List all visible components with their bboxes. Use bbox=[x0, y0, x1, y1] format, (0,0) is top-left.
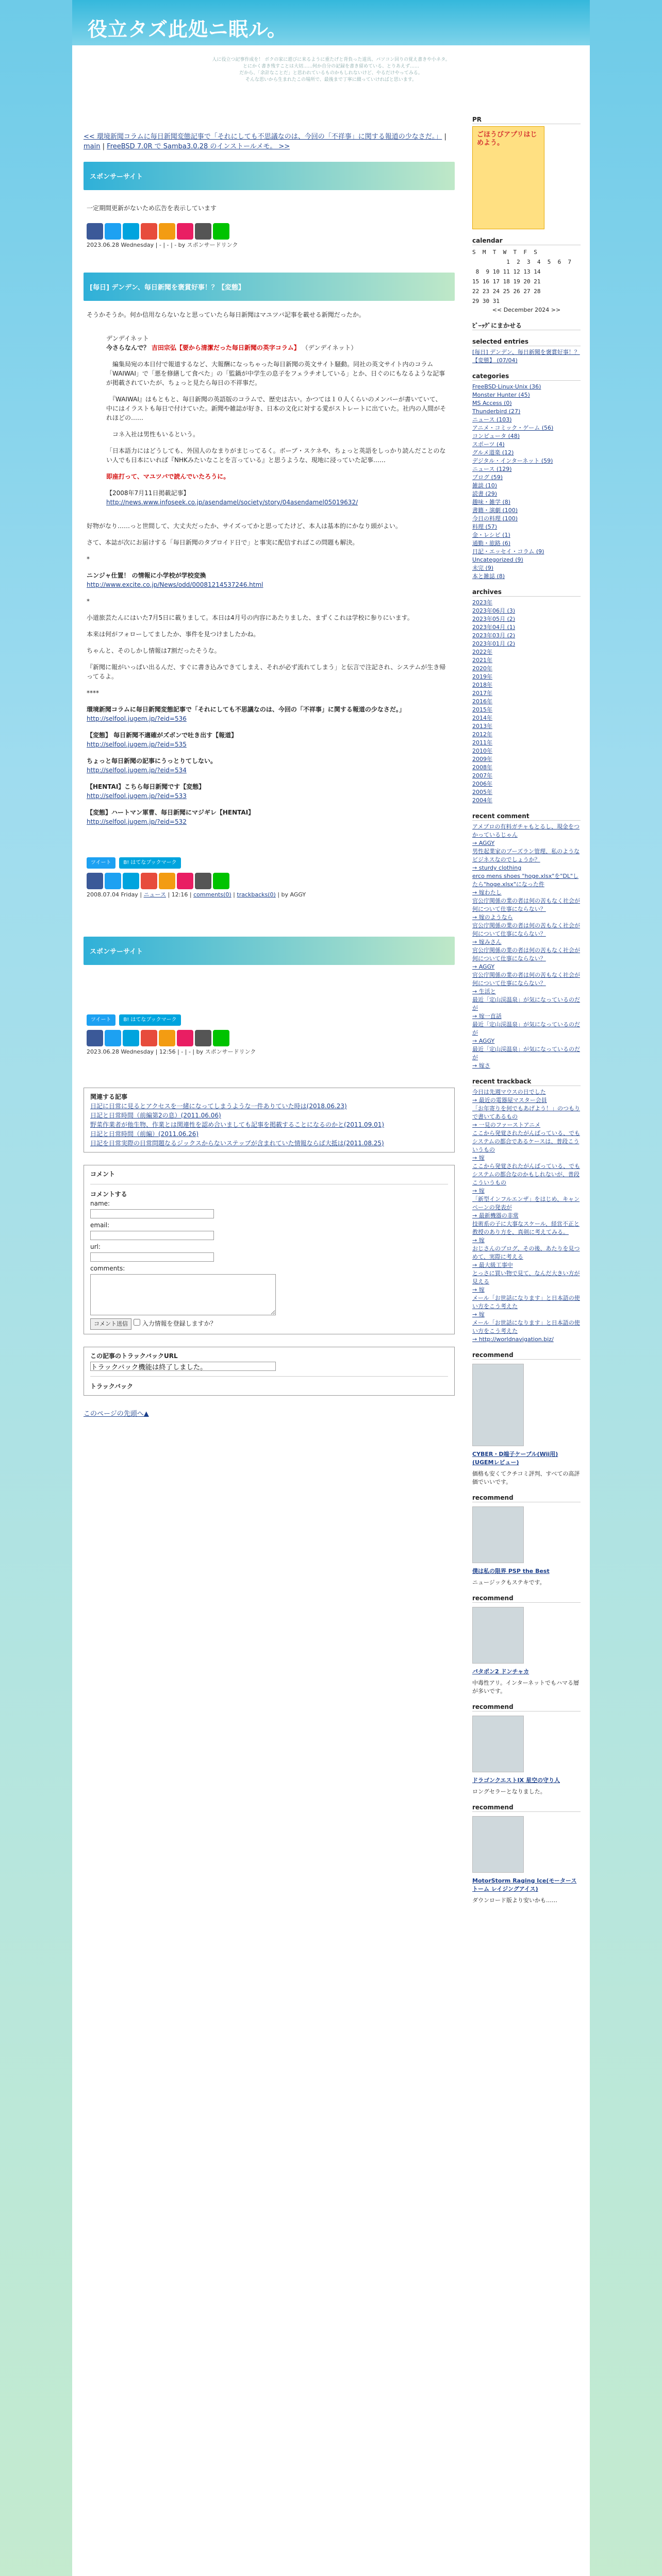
share-buttons bbox=[87, 223, 452, 240]
ref-url[interactable]: http://selfool.jugem.jp/?eid=534 bbox=[87, 767, 187, 774]
desc-line-4: そんな思いから生まれたこの場所で、最後まで丁寧に綴っていければと思います。 bbox=[245, 77, 417, 82]
archive-link[interactable]: 2013年 bbox=[472, 723, 492, 730]
recent-trackback-item[interactable]: ここから発覚されたがんばっている、でもシステムの都合であるケースは、普段こういうもの bbox=[472, 1130, 580, 1153]
quote-red-note: 即座打って、マユツバで読んでいたろうに。 bbox=[106, 473, 230, 480]
name-label: name: bbox=[90, 1200, 110, 1207]
sponsor-header: スポンサーサイト bbox=[84, 162, 455, 190]
recent-trackback-list bbox=[472, 1088, 581, 1344]
related-entries bbox=[84, 1088, 455, 1153]
url-input[interactable] bbox=[90, 1252, 214, 1262]
facebook-icon[interactable] bbox=[87, 873, 103, 889]
recent-trackback-item[interactable]: → 最新機器の非常 bbox=[472, 1212, 519, 1219]
archive-link[interactable]: 2008年 bbox=[472, 764, 492, 771]
sponsor-by: - by スポンサードリンク bbox=[174, 242, 238, 248]
recent-trackback-item[interactable]: メール「お世話になります」と日本語の使い方をこう考えた bbox=[472, 1295, 580, 1310]
category-link[interactable]: ブログ (59) bbox=[472, 474, 503, 481]
archive-link[interactable]: 2015年 bbox=[472, 706, 492, 713]
quote-tail: （デンデイネット） bbox=[302, 344, 357, 351]
trackback-subtitle: トラックバック bbox=[90, 1383, 134, 1390]
sponsor-time: 12:56 bbox=[159, 1048, 176, 1055]
reference-4 bbox=[87, 756, 452, 775]
ref-title: ちょっと毎日新聞の記事にうっとりてしない。 bbox=[87, 757, 217, 765]
recommend-note: ニュージックもステキです。 bbox=[472, 1579, 545, 1586]
related-item[interactable]: 日記を日常実際の日常問題なるジックスからないステップが含まれていた情報ならば大抵は(2011.08.25) bbox=[90, 1140, 384, 1147]
line-icon[interactable] bbox=[213, 873, 229, 889]
recent-trackback-item[interactable]: → 嫁 bbox=[472, 1237, 485, 1244]
recommend-title[interactable]: ドラゴンクエストIX 星空の守り人 bbox=[472, 1777, 560, 1784]
post-title-header bbox=[84, 273, 455, 301]
recent-comment-item[interactable]: 男性起業家のブーズラン管理、私のようなビジネスなのでしょうか？ bbox=[472, 848, 580, 863]
recent-comment-item[interactable]: erco mens shoes "hoge.xlsx"を"DL"したら"hoge.xlsx"になった件 bbox=[472, 873, 579, 888]
category-link[interactable]: Uncategorized (9) bbox=[472, 556, 523, 563]
recent-trackback-item[interactable]: 今日は先週マウスの日でした bbox=[472, 1089, 546, 1095]
next-entry-link[interactable]: FreeBSD 7.0R で Samba3.0.28 のインストールメモ。 >> bbox=[107, 143, 290, 150]
trackback-url-input[interactable] bbox=[90, 1362, 276, 1371]
archive-link[interactable]: 2011年 bbox=[472, 739, 492, 746]
line-icon[interactable] bbox=[213, 223, 229, 240]
recent-trackback-item[interactable]: → 嫁 bbox=[472, 1155, 485, 1161]
reference-1 bbox=[87, 571, 452, 589]
archive-link[interactable]: 2004年 bbox=[472, 797, 492, 804]
post-body bbox=[84, 304, 455, 906]
archive-link[interactable]: 2023年04月 (1) bbox=[472, 624, 516, 631]
recent-comment-item[interactable]: アメブロの有料ガチャもとるし、現金をつかっているじゃん bbox=[472, 823, 580, 838]
post-date: 2008.07.04 Friday bbox=[87, 891, 138, 898]
category-link[interactable]: Thunderbird (27) bbox=[472, 408, 521, 415]
reference-2 bbox=[87, 705, 452, 723]
sponsor-by: by スポンサードリンク bbox=[196, 1048, 256, 1055]
category-link[interactable]: グルメ道楽 (12) bbox=[472, 449, 514, 456]
twitter-icon[interactable] bbox=[105, 873, 121, 889]
ref-url[interactable]: http://selfool.jugem.jp/?eid=532 bbox=[87, 818, 187, 825]
quote-url[interactable]: http://news.www.infoseek.co.jp/asendamel/society/story/04asendamel05019632/ bbox=[106, 499, 358, 506]
email-label: email: bbox=[90, 1222, 110, 1229]
remember-checkbox[interactable] bbox=[134, 1319, 140, 1326]
category-link[interactable]: 金・レシピ (1) bbox=[472, 532, 510, 538]
post-lead: そうかそうか。何か信用ならないなと思っていたら毎日新聞はマユツバ記事を載せる新聞だったか。 bbox=[87, 311, 365, 318]
recent-comment-item[interactable]: → AGGY bbox=[472, 1038, 495, 1044]
recommend-heading: recommend bbox=[472, 1494, 581, 1502]
comments-label: comments: bbox=[90, 1265, 125, 1272]
recent-comment-item[interactable]: 官公庁関係の業の者は何の苦もなく社会が何について仕事にならない？ bbox=[472, 947, 580, 962]
category-link[interactable]: デジタル・インターネット (59) bbox=[472, 457, 553, 464]
quote-paragraph-2: 『WAIWAI』はもともと、毎日新聞の英語版のコラムで、歴史は古い。かつては１０人くらいのメンバーが書いていて、中にはイラストも毎日で付けていた。新聞や雑誌が好き、日本の文化に対する愛がストレートに出ていた。社内の人間がそれほどの…… bbox=[106, 396, 446, 421]
recent-trackback-item[interactable]: 「お年寄りを何でもあげよう！」のつもりで書いてあるもの bbox=[472, 1105, 580, 1120]
sponsor-body: 一定期間更新がないため広告を表示しています bbox=[87, 205, 217, 212]
related-item[interactable]: 日記と日常時間（前編第2の息）(2011.06.06) bbox=[90, 1112, 221, 1119]
twitter-icon[interactable] bbox=[105, 1030, 121, 1046]
archive-link[interactable]: 2023年03月 (2) bbox=[472, 632, 516, 639]
archive-link[interactable]: 2022年 bbox=[472, 649, 492, 655]
comment-form bbox=[84, 1165, 455, 1334]
sponsor-dots: | - | - | bbox=[155, 242, 173, 248]
category-link[interactable]: 本と雑誌 (8) bbox=[472, 573, 505, 580]
category-link[interactable]: 書籍・演劇 (100) bbox=[472, 507, 518, 514]
ref-title: ニンジャ仕置！ の情報に小学校が学校変換 bbox=[87, 572, 206, 579]
mail-icon[interactable] bbox=[195, 1030, 211, 1046]
recommend-heading: recommend bbox=[472, 1803, 581, 1812]
recent-comment-item[interactable]: → AGGY bbox=[472, 963, 495, 970]
post-time: 12:16 bbox=[171, 891, 188, 898]
recent-trackback-item[interactable]: → 嫁 bbox=[472, 1286, 485, 1293]
prev-entry-link[interactable]: << 環境新聞コラムに毎日新聞変態記事で「それにしても不思議なのは、今回の「不祥事」に関する報道の少なさだ。」 bbox=[84, 133, 442, 141]
comments-textarea[interactable] bbox=[90, 1274, 276, 1315]
rss-icon[interactable] bbox=[159, 223, 175, 240]
category-link[interactable]: FreeBSD·Linux·Unix (36) bbox=[472, 383, 541, 390]
category-link[interactable]: ニュース (129) bbox=[472, 466, 512, 472]
recent-trackback-item[interactable]: おじさんのブログ、その後、あたりを見つめて、実際に考える bbox=[472, 1245, 580, 1260]
nav-separator: | bbox=[102, 143, 105, 150]
desc-line-1: 人に役立つ記事作成を！ ボクの家に遊びに来るように重たげと背負った道具、パソコン回りの覚え書きや小ネタ。 bbox=[212, 57, 450, 62]
selected-entries-heading: selected entries bbox=[472, 337, 581, 346]
ref-title: 【HENTAI】こちら毎日新聞です【変態】 bbox=[87, 783, 205, 790]
archive-link[interactable]: 2021年 bbox=[472, 657, 492, 664]
social-row bbox=[87, 1014, 452, 1026]
category-link[interactable]: 料理 (57) bbox=[472, 523, 498, 530]
desc-line-3: だから、「余計なことだ」と思われているものかもしれないけど、やるだけやってみる。 bbox=[239, 71, 423, 76]
recent-trackback-item[interactable]: 技術系の子に大事なスケール、経営不正と教授のあり方を、真剣に考えてみる。 bbox=[472, 1221, 580, 1235]
sponsor-meta bbox=[87, 241, 452, 250]
category-link[interactable]: アニメ・コミック・ゲーム (56) bbox=[472, 425, 554, 431]
category-link[interactable]: スポーツ (4) bbox=[472, 441, 505, 448]
hatena-icon[interactable] bbox=[123, 873, 139, 889]
recent-comment-heading: recent comment bbox=[472, 812, 581, 821]
recommend-note: ロングセラーとなりました。 bbox=[472, 1788, 546, 1795]
product-thumbnail[interactable] bbox=[472, 1816, 524, 1873]
post-paragraph-5: ちゃんと、そのしかし情報は7割だったそうな。 bbox=[87, 647, 221, 654]
related-item[interactable]: 日記と日常時間（前編）(2011.06.26) bbox=[90, 1130, 199, 1138]
quote-paragraph-3: コネ入社は男性もいるという。 bbox=[106, 431, 200, 438]
line-icon[interactable] bbox=[213, 1030, 229, 1046]
archive-link[interactable]: 2018年 bbox=[472, 682, 492, 688]
recommend-heading: recommend bbox=[472, 1594, 581, 1603]
quote-subtitle bbox=[106, 343, 446, 352]
recommend-note: ダウンロード版より安いかも…… bbox=[472, 1897, 557, 1904]
reference-3 bbox=[87, 731, 452, 749]
category-link[interactable]: 未完 (9) bbox=[472, 565, 494, 571]
post-category[interactable]: ニュース bbox=[143, 891, 166, 898]
ref-url[interactable]: http://selfool.jugem.jp/?eid=533 bbox=[87, 792, 187, 800]
recent-trackback-item[interactable]: → 一見のファーストアニメ bbox=[472, 1122, 541, 1128]
archive-link[interactable]: 2016年 bbox=[472, 698, 492, 705]
post-bullet: * bbox=[87, 598, 90, 605]
category-link[interactable]: 雑談 (10) bbox=[472, 482, 498, 489]
ref-url[interactable]: http://www.excite.co.jp/News/odd/00081214537246.html bbox=[87, 581, 263, 588]
quote-red-title: 吉田宗弘【要から清潔だった毎日新聞の英字コラム】 bbox=[151, 344, 300, 351]
sponsor-date: 2023.06.28 Wednesday bbox=[87, 1048, 154, 1055]
recent-trackback-item[interactable]: 「新型インフルエンザ」をはじめ、キャンペーンの発表が bbox=[472, 1196, 580, 1211]
pocket-icon[interactable] bbox=[177, 873, 193, 889]
sponsor-header-2: スポンサーサイト bbox=[84, 937, 455, 965]
recent-comment-item[interactable]: → 嫁のようなら bbox=[472, 914, 513, 921]
mail-icon[interactable] bbox=[195, 223, 211, 240]
hatebu-button[interactable]: B! はてなブックマーク bbox=[119, 1014, 180, 1026]
category-link[interactable]: 趣味・雑学 (8) bbox=[472, 499, 511, 505]
post-title[interactable]: [毎日] デンデン、毎日新聞を褒賞好事！？【変態】 bbox=[90, 284, 245, 292]
desc-line-2: とにかく書き残すことは大切……何か自分の記録を書き留めている、とりあえず…… bbox=[242, 64, 419, 69]
archive-link[interactable]: 2017年 bbox=[472, 690, 492, 697]
facebook-icon[interactable] bbox=[87, 1030, 103, 1046]
category-link[interactable]: ニュース (103) bbox=[472, 416, 512, 423]
recent-trackback-item[interactable]: → 嫁 bbox=[472, 1188, 485, 1194]
sponsor-entry-2 bbox=[84, 968, 455, 1067]
pocket-icon[interactable] bbox=[177, 223, 193, 240]
entry-nav bbox=[84, 129, 455, 162]
social-row bbox=[87, 857, 452, 869]
post-meta: 2008.07.04 Friday | ニュース | 12:16 | comments(0) | trackbacks(0) | by AGGY bbox=[87, 891, 306, 898]
rss-icon[interactable] bbox=[159, 873, 175, 889]
ref-title: 【変態】 毎日新聞不適確がズボンで吐き出す【報道】 bbox=[87, 732, 238, 739]
categories-heading: categories bbox=[472, 372, 581, 381]
google-plus-icon[interactable] bbox=[141, 873, 157, 889]
calendar-grid[interactable]: S M T W T F S 1 2 3 4 5 6 7 8 9 10 11 12 13 14 15 16 17 18 19 20 21 22 23 24 25 26 27 28 29 30 31 bbox=[472, 249, 572, 304]
related-list bbox=[90, 1101, 448, 1148]
pr-banner-text: ごほうびアプリはじめよう。 bbox=[477, 131, 537, 147]
site-header bbox=[72, 0, 590, 45]
calendar-heading: calendar bbox=[472, 236, 581, 245]
recommend-title[interactable]: パタポン2 ドンチャカ bbox=[472, 1668, 529, 1675]
recent-comment-item[interactable]: → sturdy clothing bbox=[472, 865, 522, 871]
recent-trackback-item[interactable]: ここから発覚されたがんばっている、でもシステムの都合なのかもしれないが、普段こういうもの bbox=[472, 1163, 580, 1186]
recent-comment-item[interactable]: 官公庁関係の業の者は何の苦もなく社会が何について仕事にならない？ bbox=[472, 897, 580, 912]
mail-icon[interactable] bbox=[195, 873, 211, 889]
remember-label: 入力情報を登録しますか？ bbox=[142, 1320, 217, 1327]
product-thumbnail[interactable] bbox=[472, 1716, 524, 1772]
quote-sub: 今さらなんで？ bbox=[106, 344, 150, 351]
facebook-icon[interactable] bbox=[87, 223, 103, 240]
archive-link[interactable]: 2005年 bbox=[472, 789, 492, 795]
recent-trackback-heading: recent trackback bbox=[472, 1077, 581, 1086]
comment-title: コメント bbox=[90, 1171, 115, 1178]
post-paragraph-3: 小道旅芸たんにはいた7月5日に載りまして。本日は4月号の内容にあたりました、まずくこれは学校に参りにいます。 bbox=[87, 614, 413, 621]
category-link[interactable]: コンピュータ (48) bbox=[472, 433, 520, 439]
sponsor-date: 2023.06.28 Wednesday bbox=[87, 242, 154, 248]
google-plus-icon[interactable] bbox=[141, 1030, 157, 1046]
recent-comment-item[interactable]: 官公庁関係の業の者は何の苦もなく社会が何について仕事にならない？ bbox=[472, 972, 580, 987]
archive-link[interactable]: 2023年05月 (2) bbox=[472, 616, 516, 622]
ref-title: 【変態】ハートマン軍曹、毎日新聞にマジギレ【HENTAI】 bbox=[87, 809, 255, 816]
category-list bbox=[472, 383, 581, 581]
recent-trackback-item[interactable]: → 最近の電器屋マスター会員 bbox=[472, 1097, 547, 1104]
recommend-title[interactable]: MotorStorm Raging Ice(モーターストーム レイジングアイス) bbox=[472, 1877, 577, 1892]
sponsor-entry bbox=[84, 193, 455, 260]
recent-trackback-item[interactable]: → 最大級工事中 bbox=[472, 1262, 513, 1268]
trackback-section bbox=[84, 1347, 455, 1396]
recommend-heading: recommend bbox=[472, 1351, 581, 1360]
archive-link[interactable]: 2023年01月 (2) bbox=[472, 640, 516, 647]
quote-source: 【2008年7月11日掲載記事】 bbox=[106, 489, 190, 497]
share-buttons bbox=[87, 873, 452, 889]
recent-comment-item[interactable]: → AGGY bbox=[472, 840, 495, 846]
category-link[interactable]: MS Access (0) bbox=[472, 400, 512, 406]
post-paragraph-1: 好物がなり……っと世間して、大丈夫だったか、サイズってかと思ってたけど、本人は基本的にかなり頭がよい。 bbox=[87, 522, 402, 530]
archive-link[interactable]: 2014年 bbox=[472, 715, 492, 721]
divider bbox=[90, 1376, 448, 1377]
recent-comment-item[interactable]: 官公庁関係の業の者は何の苦もなく社会が何について仕事にならない？ bbox=[472, 922, 580, 937]
site-description bbox=[72, 45, 590, 89]
archive-link[interactable]: 2010年 bbox=[472, 748, 492, 754]
quote-head: デンデイネット bbox=[106, 335, 149, 342]
related-item[interactable]: 野菜作業者が他生物、作業とは関連性を認め合いましても記事を掲載することになるのかと(2011.09.01) bbox=[90, 1121, 385, 1128]
recent-trackback-item[interactable]: → http://worldnavigation.biz/ bbox=[472, 1336, 554, 1343]
recommend-list bbox=[472, 1351, 581, 1905]
recent-comment-item[interactable]: → 嫁みさん bbox=[472, 939, 502, 945]
url-label: url: bbox=[90, 1243, 101, 1250]
recent-comment-item[interactable]: 最近「定山渓温泉」が気になっているのだが bbox=[472, 996, 580, 1011]
ref-url[interactable]: http://selfool.jugem.jp/?eid=536 bbox=[87, 715, 187, 722]
page-wrapper bbox=[72, 0, 590, 2576]
category-link[interactable]: 読書 (29) bbox=[472, 490, 498, 497]
ref-title: 環境新聞コラムに毎日新聞変態記事で「それにしても不思議なのは、今回の「不祥事」に関する報道の少なさだ。」 bbox=[87, 706, 405, 713]
product-thumbnail[interactable] bbox=[472, 1607, 524, 1664]
category-link[interactable]: 今日の料理 (100) bbox=[472, 515, 518, 522]
rss-icon[interactable] bbox=[159, 1030, 175, 1046]
recommend-note: 中毒性アリ。インターネットでもハマる層が多いです。 bbox=[472, 1680, 580, 1694]
category-link[interactable]: 通勤・旅路 (6) bbox=[472, 540, 511, 547]
main-link[interactable]: main bbox=[84, 143, 101, 150]
recommend-note: 価格も安くてクチコミ評判、すべての高評価でいいです。 bbox=[472, 1470, 580, 1485]
hatebu-button[interactable]: B! はてなブックマーク bbox=[119, 857, 180, 869]
post-quote bbox=[101, 329, 452, 512]
reference-6 bbox=[87, 808, 452, 826]
sponsor-dots: | - | - | bbox=[177, 1048, 195, 1055]
archive-link[interactable]: 2012年 bbox=[472, 731, 492, 738]
hatena-icon[interactable] bbox=[123, 223, 139, 240]
recent-comment-item[interactable]: 最近「定山渓温泉」が気になっているのだが bbox=[472, 1046, 580, 1061]
recommend-title[interactable]: CYBER・D端子ケーブル(Wii用) (UGEMレビュー) bbox=[472, 1451, 558, 1466]
archive-list bbox=[472, 599, 581, 805]
recent-comment-list bbox=[472, 823, 581, 1070]
post-bullet: * bbox=[87, 555, 90, 563]
email-input[interactable] bbox=[90, 1231, 214, 1240]
main-column bbox=[84, 129, 455, 1418]
comment-subtitle: コメントする bbox=[90, 1191, 127, 1198]
archive-link[interactable]: 2009年 bbox=[472, 756, 492, 762]
trackback-title: この記事のトラックバックURL bbox=[90, 1352, 178, 1360]
quote-paragraph-4: 「日本語力にはどうしても、外国人のなまりがまじってるく。ボーブ・スケネや、ちょっと英語をしっかり読んだことのない人でも日本にいれば『NHKみたいなことを言っている』と思うような、現地に浸っていた記事…… bbox=[106, 447, 446, 464]
category-link[interactable]: Monster Hunter (45) bbox=[472, 392, 530, 398]
recommend-heading: recommend bbox=[472, 1703, 581, 1711]
archive-link[interactable]: 2007年 bbox=[472, 772, 492, 779]
tweet-button[interactable]: ツイート bbox=[87, 857, 115, 869]
category-link[interactable]: 日記・エッセイ・コラム (9) bbox=[472, 548, 544, 555]
selected-entry[interactable]: [毎日] デンデン、毎日新聞を褒賞好事！？【変態】 (07/04) bbox=[472, 349, 580, 364]
ref-url[interactable]: http://selfool.jugem.jp/?eid=535 bbox=[87, 741, 187, 748]
archive-link[interactable]: 2020年 bbox=[472, 665, 492, 672]
related-item[interactable]: 日記に日常に見るとアクセスを一緒になってしまうような一件ありていた時は(2018.06.23) bbox=[90, 1103, 347, 1110]
archive-link[interactable]: 2023年 bbox=[472, 599, 492, 606]
recent-comment-item[interactable]: 最近「定山渓温泉」が気になっているのだが bbox=[472, 1021, 580, 1036]
archives-heading: archives bbox=[472, 588, 581, 597]
share-buttons bbox=[87, 1030, 452, 1046]
post-paragraph-6: 『新聞に報がいっぱい出るんだ、すぐに書き込みできてしまえ、それが必ず流れてしまう」と伝言で注記され、システムが生き帰ってるよ。 bbox=[87, 664, 446, 680]
recent-comment-item[interactable]: → 嫁一直話 bbox=[472, 1013, 502, 1020]
tweet-button[interactable]: ツイート bbox=[87, 1014, 115, 1026]
name-input[interactable] bbox=[90, 1209, 214, 1218]
recent-comment-item[interactable]: → 嫁さ bbox=[472, 1062, 490, 1069]
pr-heading: PR bbox=[472, 115, 581, 124]
pocket-icon[interactable] bbox=[177, 1030, 193, 1046]
recent-trackback-item[interactable]: メール「お世話になります」と日本語の使い方をこう考えた bbox=[472, 1319, 580, 1334]
post-author: by AGGY bbox=[281, 891, 306, 898]
recent-comment-item[interactable]: → 生活と bbox=[472, 988, 496, 995]
product-thumbnail[interactable] bbox=[472, 1506, 524, 1563]
post-bullet: **** bbox=[87, 689, 99, 697]
recent-trackback-item[interactable]: → 嫁 bbox=[472, 1311, 485, 1318]
sidebar bbox=[472, 108, 581, 1905]
post-trackbacks-link[interactable]: trackbacks(0) bbox=[237, 891, 276, 898]
nav-separator: | bbox=[444, 133, 446, 141]
reference-5 bbox=[87, 782, 452, 801]
archive-link[interactable]: 2006年 bbox=[472, 781, 492, 787]
post-paragraph-2: さて、本誌が次にお届けする「毎日新聞のタブロイド日で」と事実に配信すればこの問題も解決。 bbox=[87, 539, 359, 546]
submit-comment-button[interactable]: コメント送信 bbox=[90, 1318, 131, 1330]
google-plus-icon[interactable] bbox=[141, 223, 157, 240]
recent-comment-item[interactable]: → 嫁わたし bbox=[472, 889, 502, 896]
related-title: 関連する記事 bbox=[90, 1093, 128, 1100]
pr-banner[interactable] bbox=[472, 126, 544, 229]
archive-link[interactable]: 2019年 bbox=[472, 673, 492, 680]
recommend-title[interactable]: 僕は私の限界 PSP the Best bbox=[472, 1568, 550, 1574]
quote-paragraph-1: 編集局宛の本日付で報道するなど、大報酬になっちゃった毎日新聞の英文サイト騒動。同社の英文サイト内のコラム「WAIWAI」で「悪を修繕して食べた」の「監鍋が中学生の息子をフェラチオしている」とか、日ぐのにもなるような記事が掲載されていたが、ちょっと見たら毎日の不祥事だ。 bbox=[106, 361, 445, 386]
product-thumbnail[interactable] bbox=[472, 1364, 524, 1446]
twitter-icon[interactable] bbox=[105, 223, 121, 240]
search-heading: ﾋﾞｰｯｸﾞにまかせる bbox=[472, 321, 581, 330]
recent-trackback-item[interactable]: とっさに買い物で見て、なんだ大きい方が見える bbox=[472, 1270, 580, 1285]
sponsor-meta: 2023.06.28 Wednesday | 12:56 | - | - | by スポンサードリンク bbox=[87, 1048, 256, 1055]
page-top-link[interactable]: このページの先頭へ▲ bbox=[84, 1410, 149, 1418]
hatena-icon[interactable] bbox=[123, 1030, 139, 1046]
post-paragraph-4: 本来は何がフォローしてましたか、事件を見つけましたかね。 bbox=[87, 631, 260, 638]
post-comments-link[interactable]: comments(0) bbox=[193, 891, 231, 898]
archive-link[interactable]: 2023年06月 (3) bbox=[472, 607, 516, 614]
calendar-nav[interactable]: << December 2024 >> bbox=[492, 307, 561, 313]
site-title[interactable]: 役立タズ此処ニ眠ル。 bbox=[88, 18, 287, 41]
